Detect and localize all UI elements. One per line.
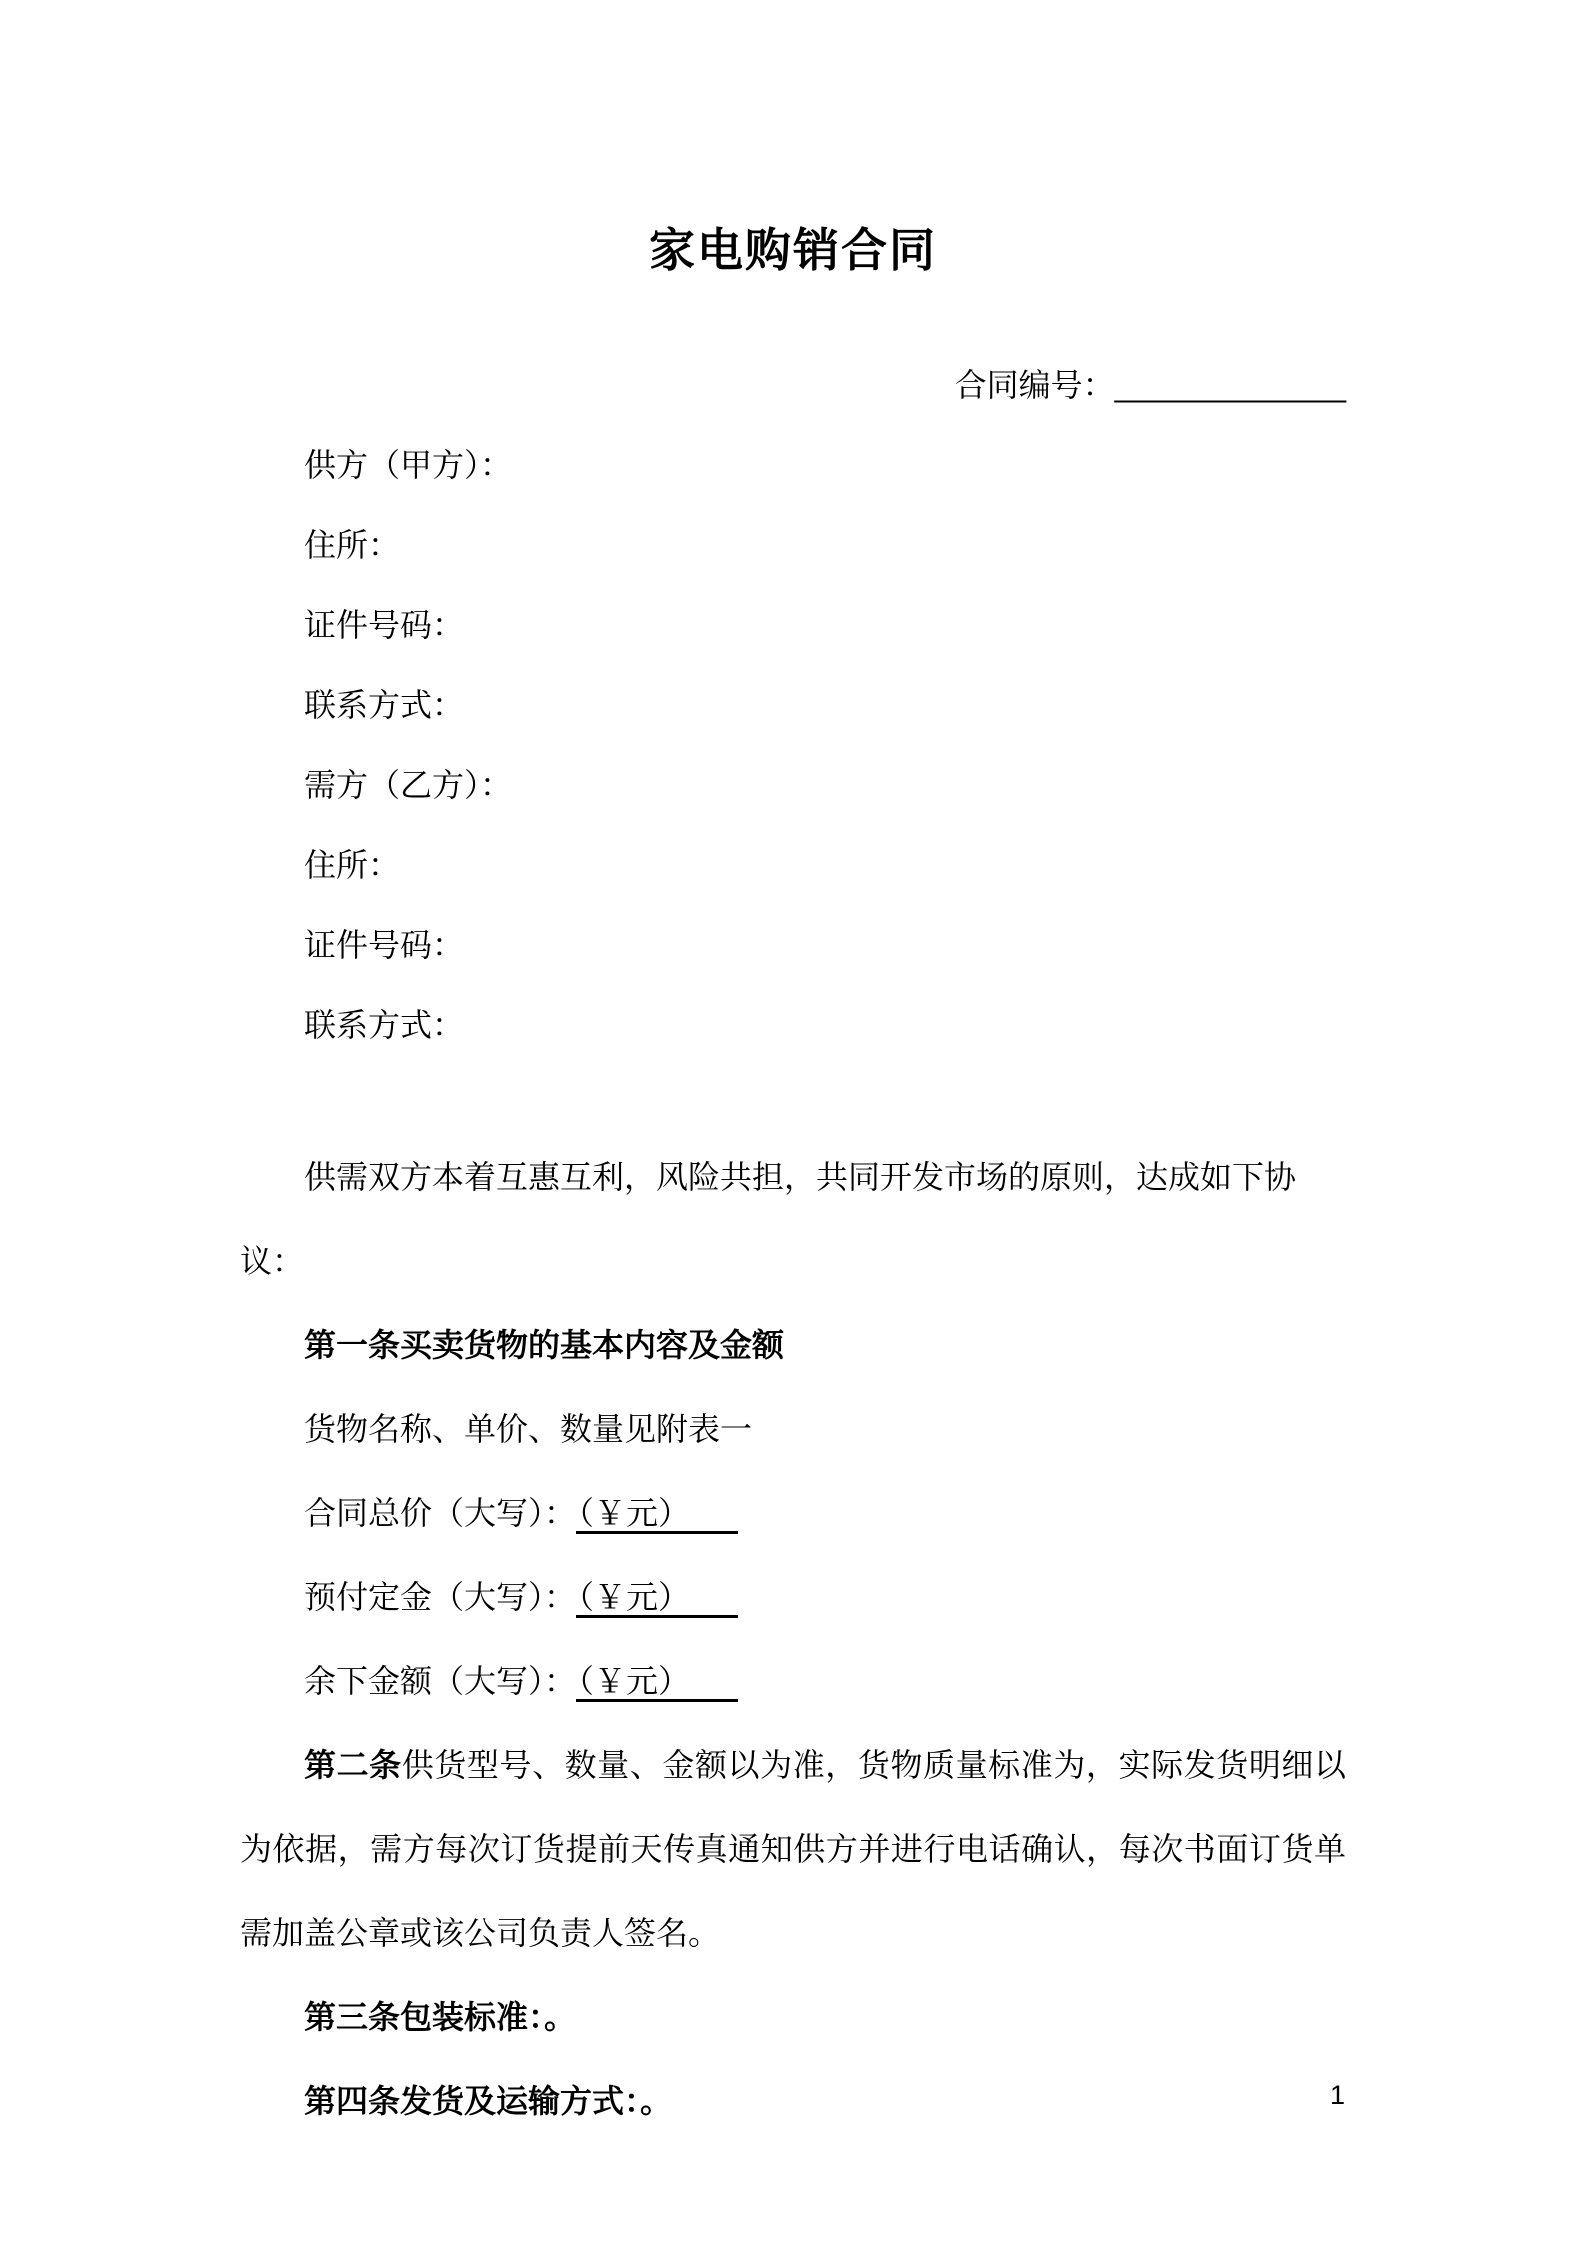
clause-3-text: 包装标准：。 bbox=[400, 1999, 577, 2035]
party-a-name-line: 供方（甲方）： bbox=[304, 447, 513, 483]
clause-1-heading bbox=[240, 1303, 1346, 1387]
balance-line bbox=[240, 1639, 1346, 1723]
contract-number-blank: _____________ bbox=[1114, 367, 1346, 403]
goods-list-line: 货物名称、单价、数量见附表一 bbox=[304, 1411, 753, 1447]
clause-3-line bbox=[240, 1975, 1346, 2059]
party-b-name-line: 需方（乙方）： bbox=[304, 767, 513, 803]
preamble-paragraph: 供需双方本着互惠互利，风险共担，共同开发市场的原则，达成如下协议： bbox=[240, 1159, 1297, 1279]
clause-2-number: 第二条 bbox=[304, 1747, 402, 1783]
contract-number-label: 合同编号： bbox=[954, 367, 1115, 403]
deposit-label: 预付定金（大写）： bbox=[304, 1579, 577, 1615]
total-price-blank: （￥元） bbox=[576, 1495, 738, 1534]
deposit-line bbox=[240, 1555, 1346, 1639]
party-b-id-line: 证件号码： bbox=[304, 927, 465, 963]
party-b-contact-line: 联系方式： bbox=[304, 1007, 465, 1043]
total-price-line bbox=[240, 1471, 1346, 1555]
clause-2-paragraph bbox=[240, 1723, 1346, 1975]
party-a-address-line: 住所： bbox=[304, 527, 401, 563]
contract-number-line bbox=[240, 345, 1346, 425]
party-a-contact-line: 联系方式： bbox=[304, 687, 465, 723]
balance-label: 余下金额（大写）： bbox=[304, 1663, 577, 1699]
balance-blank: （￥元） bbox=[576, 1663, 738, 1702]
clause-1-number: 第一条 bbox=[304, 1327, 401, 1363]
page-title: 家电购销合同 bbox=[649, 224, 937, 276]
clause-4-line bbox=[240, 2059, 1346, 2143]
page-number: 1 bbox=[1329, 2080, 1345, 2110]
clause-4-number: 第四条 bbox=[304, 2083, 401, 2119]
clause-3-number: 第三条 bbox=[304, 1999, 401, 2035]
deposit-blank: （￥元） bbox=[576, 1579, 738, 1618]
clause-2-text: 供货型号、数量、金额以为准，货物质量标准为，实际发货明细以为依据，需方每次订货提前天传真通知供方并进行电话确认，每次书面订货单需加盖公章或该公司负责人签名。 bbox=[240, 1747, 1346, 1951]
clause-1-text: 买卖货物的基本内容及金额 bbox=[400, 1327, 785, 1363]
contract-body bbox=[240, 1135, 1346, 2143]
party-b-address-line: 住所： bbox=[304, 847, 401, 883]
party-a-id-line: 证件号码： bbox=[304, 607, 465, 643]
clause-4-text: 发货及运输方式：。 bbox=[400, 2083, 673, 2119]
total-price-label: 合同总价（大写）： bbox=[304, 1495, 577, 1531]
